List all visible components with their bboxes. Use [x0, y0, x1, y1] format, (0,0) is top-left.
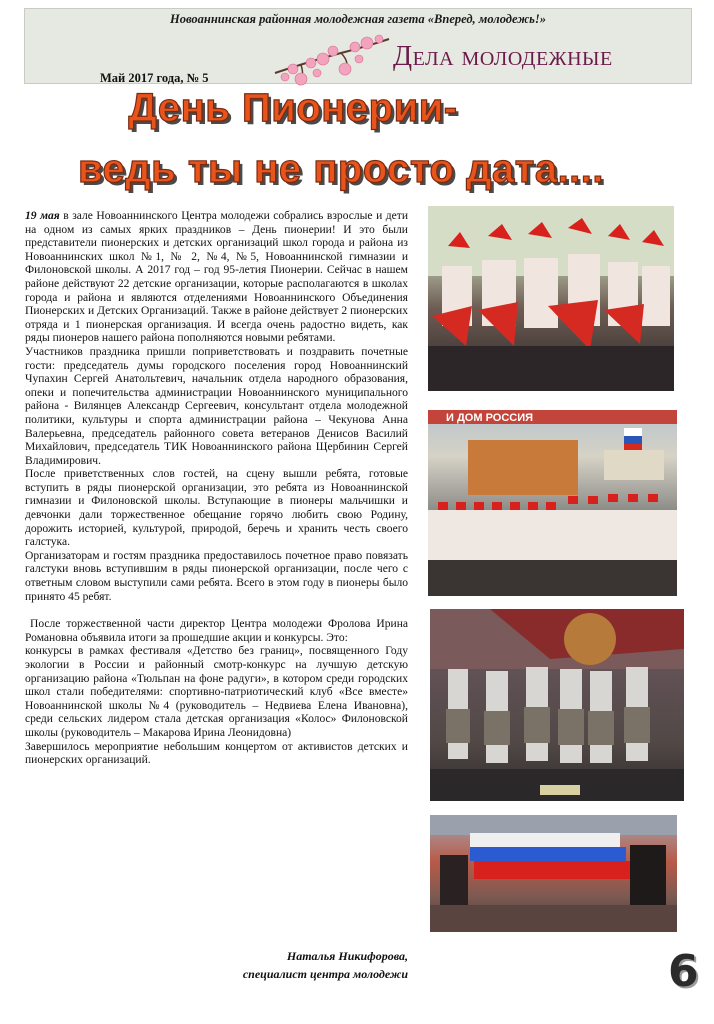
issue-date: Май 2017 года, № 5	[100, 71, 209, 85]
article-paragraph-2: Участников праздника пришли поприветствовать и поздравить почетные гости: председатель думы городского поселения город Новоаннинский Чупахин Сергей Анатольтевич, начальник отдела народного образования, опеки и попечительства администрации Новоаннинского муниципального района - Вилянцев Александр Сергеевич, консультант отдела молодежной политики, культуры и спорта администрации района – Чекунова Анна Валерьевна, председатель районного совета ветеранов Денисов Василий Михайлович, председатель ТИК Новоаннинского района Щербинин Сергей Владимирович.	[25, 345, 408, 467]
photo-stage-ceremony	[428, 410, 677, 596]
page-number: 6	[668, 946, 699, 997]
article-paragraph-7: Завершилось мероприятие небольшим концертом от активистов детских и пионерских организаций.	[25, 740, 408, 767]
photo-pioneers-red-caps	[428, 206, 674, 391]
article-paragraph-3: После приветственных слов гостей, на сцену вышли ребята, готовые вступить в ряды пионерской организации, это ребята из Новоаннинской гимназии и Филоновской школы. Вступающие в пионеры мальчишки и девчонки дали торжественное обещание горячо любить свою Родину, дорожить историей, культурой, природой, беречь и хранить честь своего галстука.	[25, 468, 408, 549]
newspaper-title: Новоаннинская районная молодежная газета «Вперед, молодежь!»	[170, 12, 546, 26]
article-paragraph-1	[25, 210, 408, 346]
cherry-blossom-icon	[271, 33, 393, 89]
article-paragraph-1-text: в зале Новоаннинского Центра молодежи собрались взрослые и дети на одном из самых ярких праздников – День пионерии! И это были представители пионерских и детских организаций школ города и района из Новоаннинских школ №1, № 2, №4, №5, Новоаннинской гимназии и Филоновской школы. А 2017 год – год 95-летия Пионерии. Сейчас в нашем районе действуют 22 детские организации, которые располагаются в школах города и района и являются отделениями Новоаннинского Объединения Пионерских и Детских Организаций. Также в районе действует 2 пионерских отряда и 1 пионерская организация. И всегда очень радостно видеть, как ряды пионеров нашего района пополняются новыми ребятами.	[25, 210, 408, 345]
section-title: Дела молодежные	[393, 41, 613, 72]
masthead	[24, 8, 692, 84]
article-paragraph-6: конкурсы в рамках фестиваля «Детство без границ», посвященного Году экологии в России и районный смотр-конкурс на лучшую детскую организацию района «Тюльпан на фоне радуги», в котором среди городских школ стали победителями: спортивно-патриотический клуб «Все вместе» Новоаннинской школы №4 (руководитель – Недвиева Елена Ивановна), среди сельских лидером стала детская организация «Колос» Филоновской школы (руководитель – Макарова Ирина Леонидовна)	[25, 645, 408, 739]
headline-line-1: День Пионерии-	[128, 86, 458, 130]
photo-russian-flag	[430, 815, 677, 932]
photo-girls-on-stage	[430, 609, 684, 801]
headline-line-2: ведь ты не просто дата....	[77, 147, 605, 191]
stage-banner-text: И ДОМ РОССИЯ	[446, 412, 534, 424]
article-paragraph-4: Организаторам и гостям праздника предоставилось почетное право повязать галстуки вновь вступившим в ряды пионерской организации, после чего с ответным словом выступили сами ребята. Всего в этом году в пионеры было принято 45 ребят.	[25, 549, 408, 603]
author-position: специалист центра молодежи	[242, 967, 408, 981]
paragraph-gap	[25, 604, 408, 618]
author-name: Наталья Никифорова,	[286, 949, 408, 963]
article-lead-date: 19 мая	[25, 210, 60, 222]
article-body	[25, 210, 408, 768]
article-paragraph-5: После торжественной части директор Центра молодежи Фролова Ирина Романовна объявила итоги за прошедшие акции и конкурсы. Это:	[25, 618, 408, 644]
